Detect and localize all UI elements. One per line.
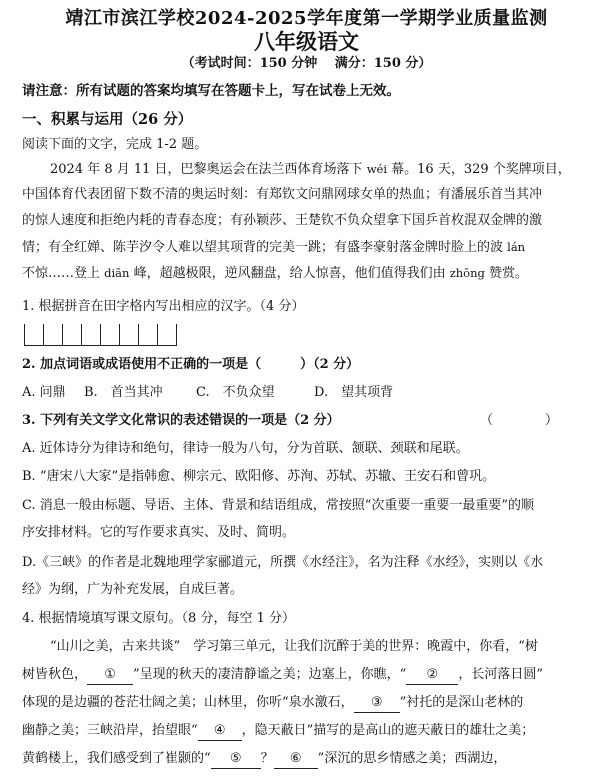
q4-line: “山川之美，古来共谈” 学习第三单元，让我们沉醉于美的世界：晚霞中，你看，“树 xyxy=(50,639,538,654)
question-3: 3. 下列有关文学文化常识的表述错误的一项是（2 分） （ ） xyxy=(22,413,559,428)
option-c: C. 不负众望 xyxy=(196,385,275,400)
exam-time-score: （考试时间：150 分钟 满分：150 分） xyxy=(181,56,432,71)
q4-line: 幽静之美；三峡沿岸，抬望眼“ ④ ，隐天蔽日”描写的是高山的遮天蔽日的雄壮之美； xyxy=(22,722,592,741)
option-b: B. 首当其冲 xyxy=(84,385,163,400)
passage-line: 中国体育代表团留下数不清的奥运时刻：有郑钦文问鼎网球女单的热血；有潘展乐首当其冲 xyxy=(22,187,543,202)
option-d: D. 望其项背 xyxy=(314,385,394,400)
grid-cell[interactable] xyxy=(25,324,44,346)
question-2-options xyxy=(22,384,592,402)
grid-cell[interactable] xyxy=(44,324,63,346)
grid-cell[interactable] xyxy=(101,324,120,346)
option-a: A. 问鼎 xyxy=(22,385,66,400)
q4-line: 黄鹤楼上，我们感受到了崔颢的“ ⑤ ？ ⑥ ”深沉的思乡情感之美；西湖边， xyxy=(22,750,592,769)
q3-option-c-cont: 序安排材料。它的写作要求真实、及时、简明。 xyxy=(22,525,296,540)
section-heading: 一、积累与运用（26 分） xyxy=(22,111,193,128)
grid-cell[interactable] xyxy=(139,324,158,346)
tianzige-grid[interactable] xyxy=(24,324,177,346)
fill-blank-6[interactable]: ⑥ xyxy=(274,750,318,769)
q4-line: 树皆秋色， ① ”呈现的秋天的凄清静谧之美；边塞上，你瞧，“ ② ，长河落日圆” xyxy=(22,666,592,685)
q3-option-b: B. “唐宋八大家”是指韩愈、柳宗元、欧阳修、苏洵、苏轼、苏辙、王安石和曾巩。 xyxy=(22,469,496,484)
exam-subtitle: 八年级语文 xyxy=(254,29,359,54)
answer-paren: （ ） xyxy=(480,413,559,428)
question-4: 4. 根据情境填写课文原句。（8 分，每空 1 分） xyxy=(22,611,295,626)
fill-blank-1[interactable]: ① xyxy=(87,666,133,685)
q4-line: 体现的是边疆的苍茫壮阔之美；山林里，你听“泉水激石， ③ ”衬托的是深山老林的 xyxy=(22,694,592,713)
grid-cell[interactable] xyxy=(158,324,177,346)
passage-line: 的惊人速度和拒绝内耗的青春态度；有孙颖莎、王楚钦不负众望拿下国乒首枚混双金牌的激 xyxy=(22,213,543,228)
exam-title: 靖江市滨江学校2024-2025学年度第一学期学业质量监测 xyxy=(65,8,548,29)
pinyin: diān xyxy=(104,266,130,280)
q3-option-c: C. 消息一般由标题、导语、主体、背景和结语组成，常按照“次重要一重要一最重要”的顺 xyxy=(22,498,535,513)
pinyin: lán xyxy=(507,240,526,254)
fill-blank-4[interactable]: ④ xyxy=(198,722,242,741)
passage-line: 2024 年 8 月 11 日，巴黎奥运会在法兰西体育场落下 wéi 幕。16 天，329 个奖牌项目， xyxy=(50,162,571,177)
passage-line: 不惊……登上 diān 峰，超越极限，逆风翻盘，给人惊喜，他们值得我们由 zhōng 赞赏。 xyxy=(22,266,529,281)
pinyin: zhōng xyxy=(449,266,485,280)
fill-blank-2[interactable]: ② xyxy=(406,666,458,685)
q3-option-a: A. 近体诗分为律诗和绝句，律诗一般为八句，分为首联、颔联、颈联和尾联。 xyxy=(22,441,469,456)
question-1: 1. 根据拼音在田字格内写出相应的汉字。（4 分） xyxy=(22,299,305,314)
pinyin: wéi xyxy=(366,162,388,176)
fill-blank-3[interactable]: ③ xyxy=(354,694,400,713)
passage-line: 情；有全红婵、陈芋汐令人难以望其项背的完美一跳；有盛李豪射落金牌时脸上的波 lán xyxy=(22,240,526,255)
q3-option-d-cont: 经》为纲，广为补充发展，自成巨著。 xyxy=(22,582,244,597)
question-2: 2. 加点词语或成语使用不正确的一项是（ ）（2 分） xyxy=(22,357,360,372)
grid-cell[interactable] xyxy=(120,324,139,346)
reading-intro: 阅读下面的文字，完成 1-2 题。 xyxy=(22,137,208,152)
notice: 请注意：所有试题的答案均填写在答题卡上，写在试卷上无效。 xyxy=(22,83,400,99)
grid-cell[interactable] xyxy=(82,324,101,346)
fill-blank-5[interactable]: ⑤ xyxy=(211,750,261,769)
q3-option-d: D.《三峡》的作者是北魏地理学家郦道元，所撰《水经注》，名为注释《水经》，实则以《水 xyxy=(22,555,544,570)
grid-cell[interactable] xyxy=(63,324,82,346)
